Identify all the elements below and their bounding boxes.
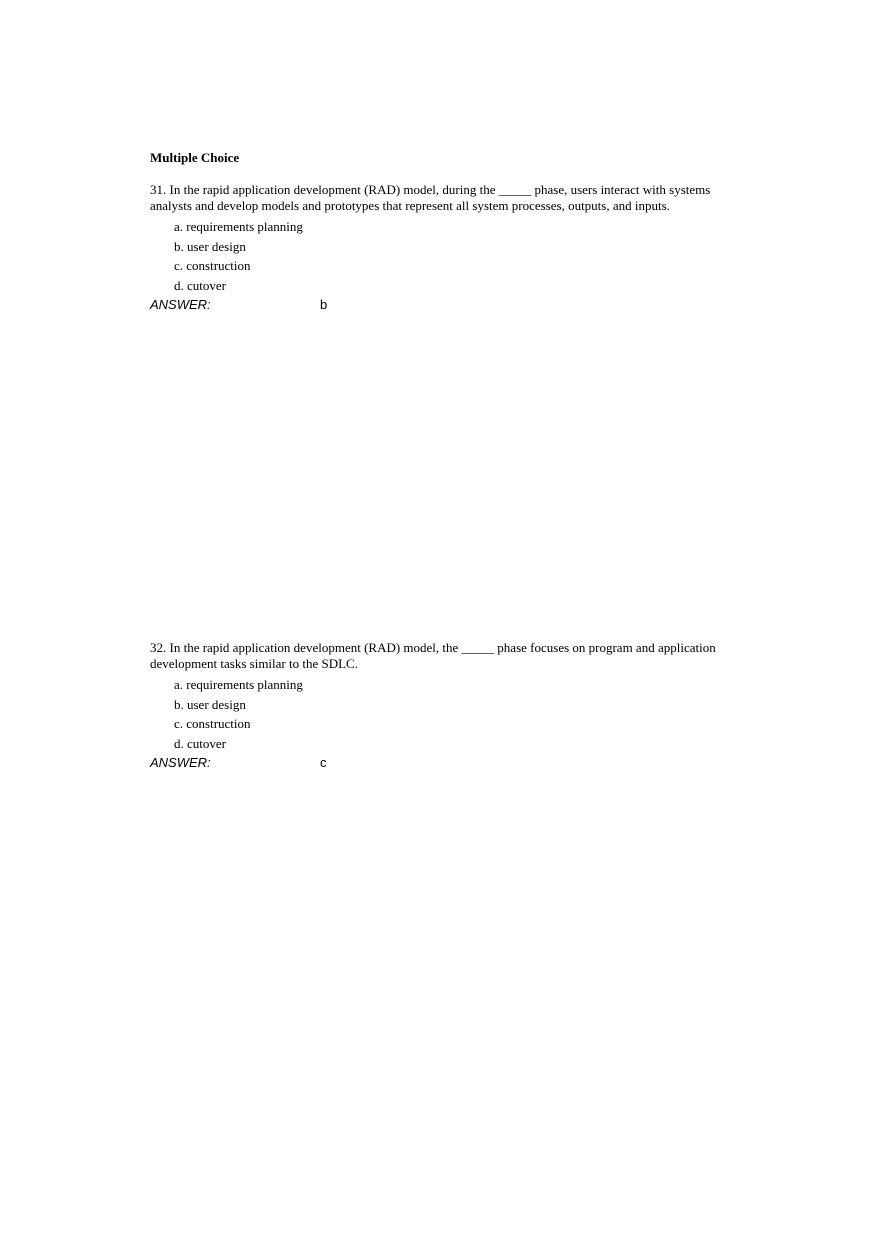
option-c: c. construction: [174, 716, 251, 731]
option-c: c. construction: [174, 258, 251, 273]
question-32: [150, 640, 730, 772]
question-stem: 31. In the rapid application development (RAD) model, during the _____ phase, users interact with systems analysts and develop models and prototypes that represent all system processes, outputs, and inputs.: [150, 182, 711, 213]
option-a: a. requirements planning: [174, 677, 303, 692]
question-stem: 32. In the rapid application development (RAD) model, the _____ phase focuses on program and application development tasks similar to the SDLC.: [150, 640, 716, 671]
answer-value: c: [320, 755, 327, 770]
answer-row: [150, 296, 730, 314]
question-31: [150, 182, 730, 314]
answer-label: ANSWER:: [150, 297, 211, 312]
option-list: [150, 675, 730, 753]
answer-row: [150, 754, 730, 772]
option-d: d. cutover: [174, 735, 226, 751]
option-b: b. user design: [174, 238, 246, 254]
answer-label: ANSWER:: [150, 755, 211, 770]
option-b: b. user design: [174, 696, 246, 712]
option-a: a. requirements planning: [174, 219, 303, 234]
option-list: [150, 217, 730, 295]
answer-value: b: [320, 297, 328, 312]
section-title: Multiple Choice: [150, 150, 240, 165]
option-d: d. cutover: [174, 277, 226, 293]
